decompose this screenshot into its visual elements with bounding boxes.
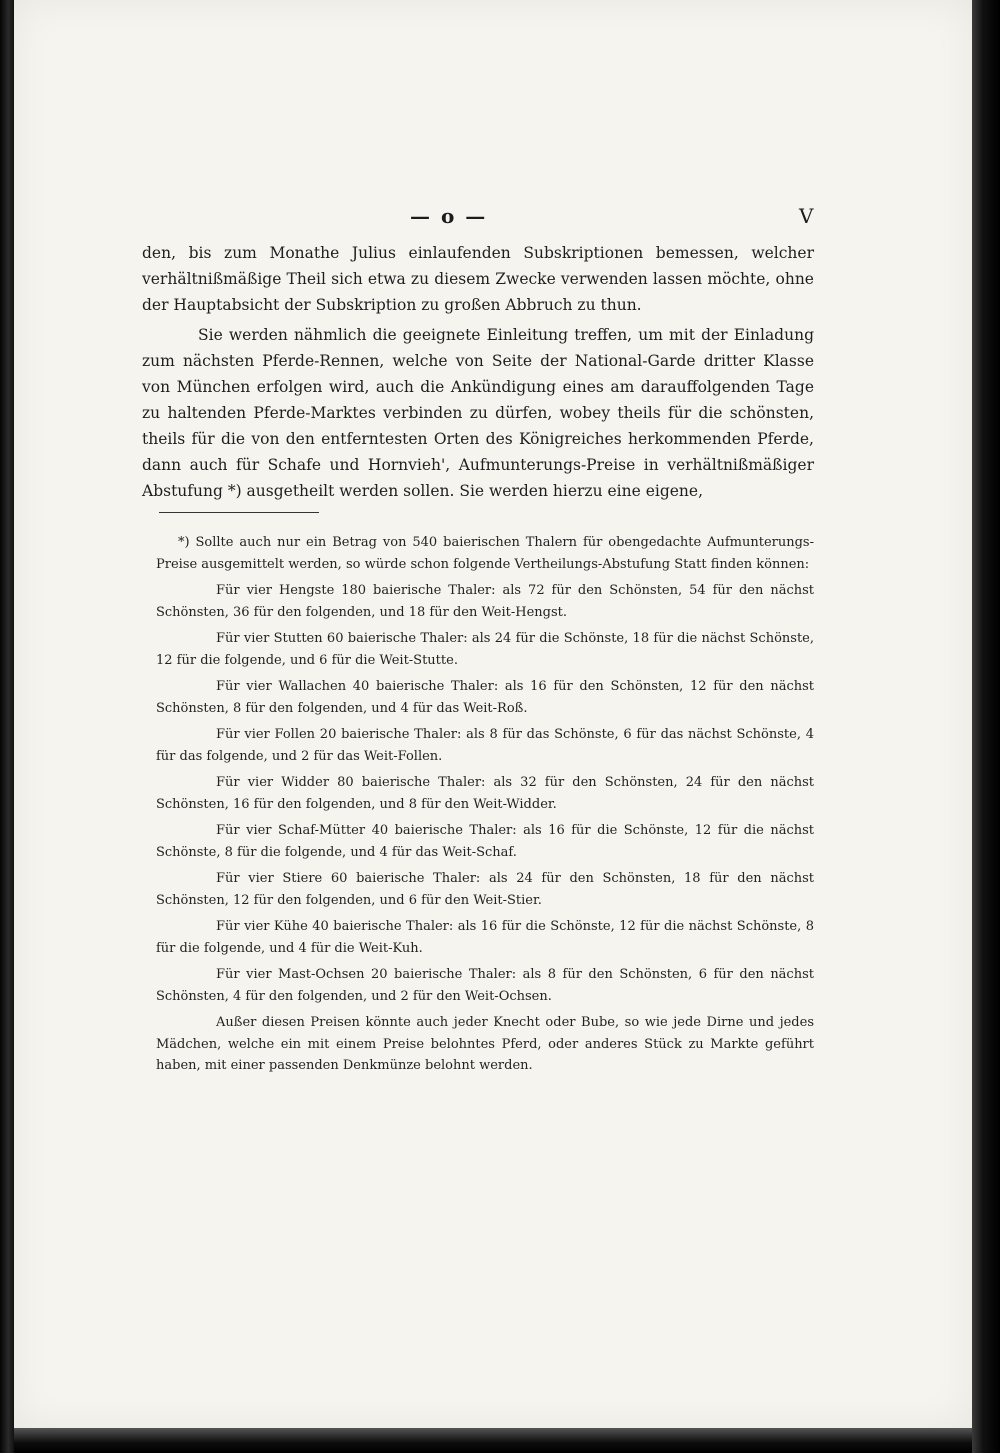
sheet-signature: V bbox=[799, 204, 814, 228]
scan-right-edge bbox=[972, 0, 1000, 1453]
body-paragraph: Sie werden nähmlich die geeignete Einleitung treffen, um mit der Einladung zum nächsten Pferde-Rennen, welche von Seite der National-Garde dritter Klasse von München erfolgen wird, auch die Ankündigung eines am darauffolgenden Tage zu haltenden Pferde-Marktes verbinden zu dürfen, wobey theils für die schönsten, theils für die von den entferntesten Orten des Königreiches herkommenden Pferde, dann auch für Schafe und Hornvieh', Aufmunterungs-Preise in verhältnißmäßiger Abstufung *) ausgetheilt werden sollen. Sie werden hierzu eine eigene, bbox=[142, 326, 814, 500]
footnote-entry: Für vier Stiere 60 baierische Thaler: als 24 für den Schönsten, 18 für den nächst Schönsten, 12 für den folgenden, und 6 für den Weit-Stier. bbox=[156, 871, 814, 908]
footnote bbox=[156, 532, 814, 1082]
scan-left-edge bbox=[0, 0, 14, 1453]
page-marker: — o — bbox=[410, 204, 488, 228]
footnote-entry: Für vier Hengste 180 baierische Thaler: als 72 für den Schönsten, 54 für den nächst Schönsten, 36 für den folgenden, und 18 für den Weit-Hengst. bbox=[156, 583, 814, 620]
body-paragraph: den, bis zum Monathe Julius einlaufenden Subskriptionen bemessen, welcher verhältnißmäßige Theil sich etwa zu diesem Zwecke verwenden lassen möchte, ohne der Hauptabsicht der Subskription zu großen Abbruch zu thun. bbox=[142, 244, 814, 314]
footnote-closing: Außer diesen Preisen könnte auch jeder Knecht oder Bube, so wie jede Dirne und jedes Mädchen, welche ein mit einem Preise belohntes Pferd, oder anderes Stück zu Markte geführt haben, mit einer passenden Denkmünze belohnt werden. bbox=[156, 1015, 814, 1073]
footnote-entry: Für vier Follen 20 baierische Thaler: als 8 für das Schönste, 6 für das nächst Schönste, 4 für das folgende, und 2 für das Weit-Follen. bbox=[156, 727, 814, 764]
footnote-intro: *) Sollte auch nur ein Betrag von 540 baierischen Thalern für obengedachte Aufmunterungs-Preise ausgemittelt werden, so würde schon folgende Vertheilungs-Abstufung Statt finden können: bbox=[156, 535, 814, 572]
footnote-entry: Für vier Wallachen 40 baierische Thaler: als 16 für den Schönsten, 12 für den nächst Schönsten, 8 für den folgenden, und 4 für das Weit-Roß. bbox=[156, 679, 814, 716]
scan-bottom-edge bbox=[14, 1428, 972, 1453]
footnote-entry: Für vier Stutten 60 baierische Thaler: als 24 für die Schönste, 18 für die nächst Schönste, 12 für die folgende, und 6 für die Weit-Stutte. bbox=[156, 631, 814, 668]
footnote-rule bbox=[159, 512, 319, 513]
footnote-entry: Für vier Kühe 40 baierische Thaler: als 16 für die Schönste, 12 für die nächst Schönste, 8 für die folgende, und 4 für die Weit-Kuh. bbox=[156, 919, 814, 956]
main-text bbox=[142, 240, 814, 504]
footnote-entry: Für vier Schaf-Mütter 40 baierische Thaler: als 16 für die Schönste, 12 für die nächst Schönste, 8 für die folgende, und 4 für das Weit-Schaf. bbox=[156, 823, 814, 860]
document-page bbox=[14, 0, 972, 1428]
page-header bbox=[14, 200, 972, 230]
footnote-entry: Für vier Widder 80 baierische Thaler: als 32 für den Schönsten, 24 für den nächst Schönsten, 16 für den folgenden, und 8 für den Weit-Widder. bbox=[156, 775, 814, 812]
footnote-entry: Für vier Mast-Ochsen 20 baierische Thaler: als 8 für den Schönsten, 6 für den nächst Schönsten, 4 für den folgenden, und 2 für den Weit-Ochsen. bbox=[156, 967, 814, 1004]
